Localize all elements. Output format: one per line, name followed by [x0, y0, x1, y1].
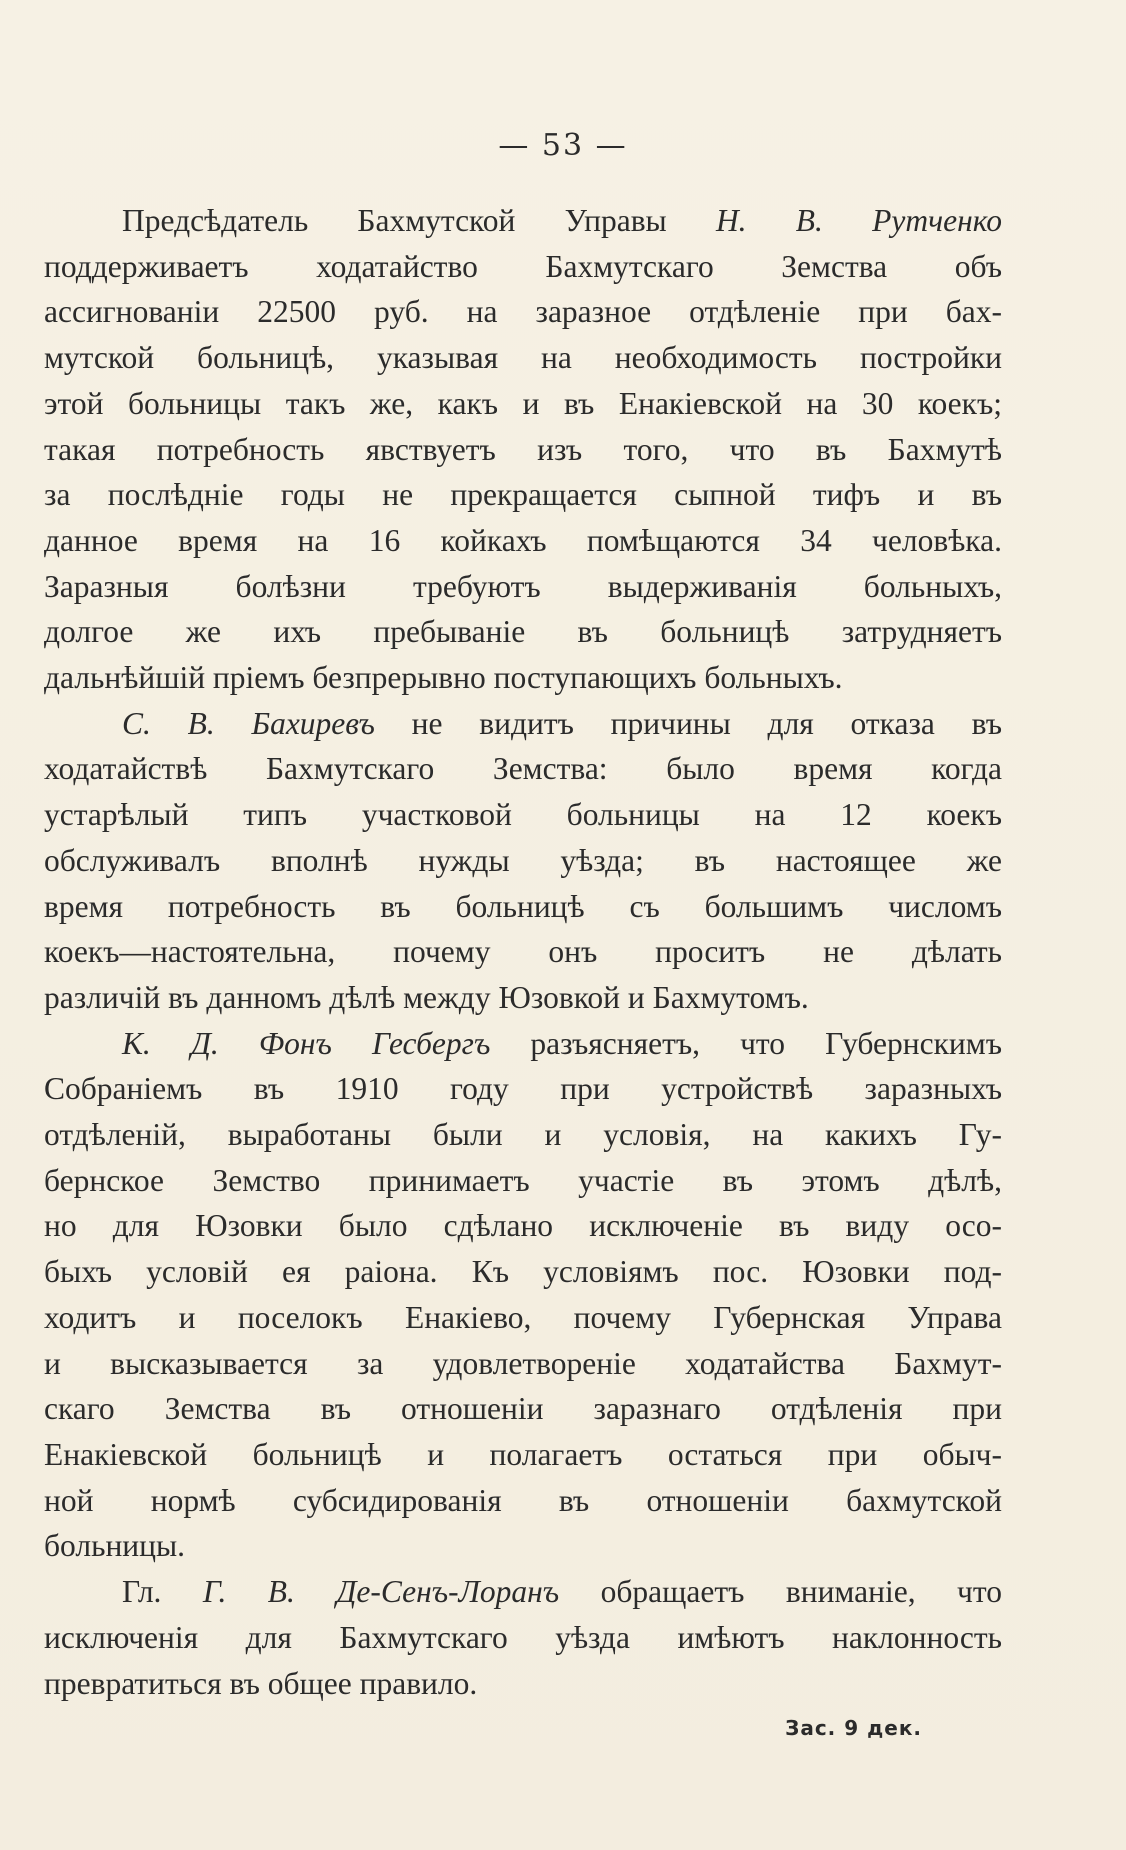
- text-run: такая потребность явствуетъ изъ того, что въ Бахмутѣ: [44, 431, 1002, 467]
- text-run: разъясняетъ, что Губернскимъ: [490, 1025, 1002, 1061]
- text-line: [44, 244, 1002, 290]
- text-run: превратиться въ общее правило.: [44, 1665, 478, 1701]
- speaker-name: К. Д. Фонъ Гесбергъ: [122, 1025, 491, 1061]
- text-line: [44, 198, 1002, 244]
- text-run: ной нормѣ субсидированія въ отношеніи бахмутской: [44, 1482, 1002, 1518]
- speaker-name: Г. В. Де-Сенъ-Лоранъ: [202, 1574, 560, 1610]
- text-run: различій въ данномъ дѣлѣ между Юзовкой и Бахмутомъ.: [44, 979, 809, 1015]
- speaker-name: С. В. Бахиревъ: [122, 705, 375, 741]
- text-run: Заразныя болѣзни требуютъ выдерживанія больныхъ,: [44, 568, 1002, 604]
- text-run: Енакіевской больницѣ и полагаетъ остаться при обыч-: [44, 1436, 1002, 1472]
- text-line: [44, 564, 1002, 610]
- text-run: отдѣленій, выработаны были и условія, на какихъ Гу-: [44, 1117, 1002, 1153]
- text-line: [44, 1569, 1002, 1615]
- text-line: [44, 746, 1002, 792]
- text-run: коекъ—настоятельна, почему онъ проситъ не дѣлать: [44, 934, 1002, 970]
- text-line: [44, 381, 1002, 427]
- text-run: обращаетъ вниманіе, что: [559, 1574, 1002, 1610]
- body-text: [44, 198, 1002, 1706]
- text-line: [44, 1478, 1002, 1524]
- text-line: [44, 335, 1002, 381]
- text-run: исключенія для Бахмутскаго уѣзда имѣютъ наклонность: [44, 1619, 1002, 1655]
- text-line: [44, 884, 1002, 930]
- text-run: данное время на 16 койкахъ помѣщаются 34 человѣка.: [44, 522, 1002, 558]
- text-line: [44, 1112, 1002, 1158]
- text-run: обслуживалъ вполнѣ нужды уѣзда; въ настоящее же: [44, 842, 1002, 878]
- text-line: [44, 1341, 1002, 1387]
- page-number: — 53 —: [498, 128, 628, 163]
- text-run: дальнѣйшій пріемъ безпрерывно поступающихъ больныхъ.: [44, 660, 843, 696]
- text-run: долгое же ихъ пребываніе въ больницѣ затрудняетъ: [44, 614, 1002, 650]
- text-line: [44, 1066, 1002, 1112]
- text-run: Предсѣдатель Бахмутской Управы: [122, 203, 716, 238]
- text-line: [44, 289, 1002, 335]
- text-run: но для Юзовки было сдѣлано исключеніе въ виду осо-: [44, 1208, 1002, 1244]
- text-run: этой больницы такъ же, какъ и въ Енакіевской на 30 коекъ;: [44, 385, 1002, 421]
- text-run: скаго Земства въ отношеніи заразнаго отдѣленія при: [44, 1391, 1002, 1427]
- text-line: [44, 975, 1002, 1021]
- text-run: ассигнованіи 22500 руб. на заразное отдѣленіе при бах-: [44, 294, 1002, 330]
- text-run: Собраніемъ въ 1910 году при устройствѣ заразныхъ: [44, 1071, 1002, 1107]
- signature-mark: Зас. 9 дек.: [785, 1716, 922, 1740]
- text-line: [44, 1615, 1002, 1661]
- text-run: Гл.: [122, 1574, 203, 1610]
- text-run: за послѣдніе годы не прекращается сыпной тифъ и въ: [44, 477, 1002, 513]
- text-run: бернское Земство принимаетъ участіе въ этомъ дѣлѣ,: [44, 1162, 1002, 1198]
- text-run: время потребность въ больницѣ съ большимъ числомъ: [44, 888, 1002, 924]
- text-line: [44, 472, 1002, 518]
- text-run: не видитъ причины для отказа въ: [374, 705, 1002, 741]
- text-run: и высказывается за удовлетвореніе ходатайства Бахмут-: [44, 1345, 1002, 1381]
- text-run: ходитъ и поселокъ Енакіево, почему Губернская Управа: [44, 1299, 1002, 1335]
- text-line: [44, 1021, 1002, 1067]
- text-run: мутской больницѣ, указывая на необходимость постройки: [44, 340, 1002, 376]
- text-run: поддерживаетъ ходатайство Бахмутскаго Земства объ: [44, 248, 1002, 284]
- text-run: больницы.: [44, 1528, 186, 1564]
- text-line: [44, 1661, 1002, 1707]
- speaker-name: Н. В. Рутченко: [715, 203, 1002, 238]
- text-line: [44, 1523, 1002, 1569]
- text-line: [44, 655, 1002, 701]
- text-line: [44, 1432, 1002, 1478]
- text-line: [44, 1249, 1002, 1295]
- text-line: [44, 701, 1002, 747]
- text-line: [44, 792, 1002, 838]
- text-line: [44, 838, 1002, 884]
- text-run: ходатайствѣ Бахмутскаго Земства: было время когда: [44, 751, 1002, 787]
- text-line: [44, 518, 1002, 564]
- text-run: быхъ условій ея раіона. Къ условіямъ пос. Юзовки под-: [44, 1254, 1002, 1290]
- text-line: [44, 1158, 1002, 1204]
- text-line: [44, 427, 1002, 473]
- text-line: [44, 929, 1002, 975]
- text-line: [44, 1386, 1002, 1432]
- text-line: [44, 1295, 1002, 1341]
- text-line: [44, 1203, 1002, 1249]
- text-run: устарѣлый типъ участковой больницы на 12 коекъ: [44, 797, 1002, 833]
- text-line: [44, 609, 1002, 655]
